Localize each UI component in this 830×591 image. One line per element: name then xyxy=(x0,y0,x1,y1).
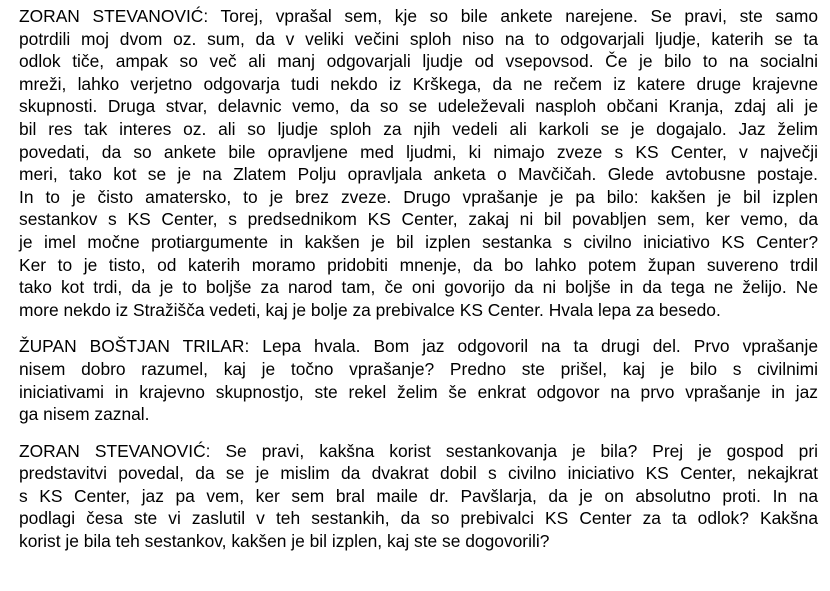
text-line: s KS Center, jaz pa vem, ker sem bral maile dr. Pavšlarja, da je on absolutno proti. In na xyxy=(19,485,818,506)
text-line: more nekdo iz Stražišča vedeti, kaj je bolje za prebivalce KS Center. Hvala lepa za besedo. xyxy=(19,299,721,320)
text-line: podlagi česa ste vi zaslutil v teh sestankih, da so prebivalci KS Center za ta odlok? Kakšna xyxy=(19,508,818,529)
text-line: predstavitvi povedal, da se je mislim da dvakrat dobil s civilno iniciativo KS Center, nekajkrat xyxy=(19,463,818,484)
paragraph-stevanovic-1 xyxy=(19,5,818,321)
paragraph-stevanovic-2 xyxy=(19,440,818,553)
text-line: meri, tako kot se je na Zlatem Polju opravljala anketa o Mavčičah. Glede avtobusne postaje. xyxy=(19,164,818,185)
text-line: ŽUPAN BOŠTJAN TRILAR: Lepa hvala. Bom jaz odgovoril na ta drugi del. Prvo vprašanje xyxy=(19,336,818,357)
text-line: korist je bila teh sestankov, kakšen je bil izplen, kaj ste se dogovorili? xyxy=(19,531,550,552)
text-line: je imel močne protiargumente in kakšen je bil izplen sestanka s civilno iniciativo KS Center? xyxy=(19,231,818,252)
text-line: skupnosti. Druga stvar, delavnic vemo, da so se udeleževali nasploh občani Kranja, zdaj ali je xyxy=(19,96,818,117)
text-line: ZORAN STEVANOVIĆ: Torej, vprašal sem, kje so bile ankete narejene. Se pravi, ste samo xyxy=(19,6,818,26)
text-line: Ker to je tisto, od katerih moramo pridobiti mnenje, da bo lahko potem župan suvereno trdil xyxy=(19,254,818,275)
text-line: tako kot trdi, da je to boljše za narod tam, če oni govorijo da ni boljše in da tega ne želijo. Ne xyxy=(19,277,818,298)
text-line: ZORAN STEVANOVIĆ: Se pravi, kakšna korist sestankovanja je bila? Prej je gospod pri xyxy=(19,440,818,461)
text-line: iniciativami in krajevno skupnostjo, ste rekel želim še enkrat odgovor na prvo vprašanje in jaz xyxy=(19,381,818,402)
document-page xyxy=(19,5,818,567)
text-line: povedati, da so ankete bile opravljene med ljudmi, ki nimajo zveze s KS Center, v največji xyxy=(19,141,818,162)
text-line: ga nisem zaznal. xyxy=(19,404,150,425)
text-line: odlok tiče, ampak so več ali manj odgovarjali ljudje od vsepovsod. Če je bilo to na socialni xyxy=(19,51,818,72)
text-line: potrdili moj dvom oz. sum, da v veliki večini sploh niso na to odgovarjali ljudje, katerih se ta xyxy=(19,28,818,49)
text-line: mreži, lahko verjetno odgovarja tudi nekdo iz Krškega, da ne rečem iz katere druge krajevne xyxy=(19,73,818,94)
paragraph-trilar xyxy=(19,335,818,425)
text-line: bil res tak interes oz. ali so ljudje sploh za njih vedeli ali karkoli se je dogajalo. Jaz želim xyxy=(19,118,818,139)
text-line: sestankov s KS Center, s predsednikom KS Center, zakaj ni bil povabljen sem, ker vemo, da xyxy=(19,209,818,230)
text-line: nisem dobro razumel, kaj je točno vprašanje? Predno ste prišel, kaj je bilo s civilnimi xyxy=(19,358,818,379)
text-line: In to je čisto amatersko, to je brez zveze. Drugo vprašanje je pa bilo: kakšen je bil izplen xyxy=(19,186,818,207)
